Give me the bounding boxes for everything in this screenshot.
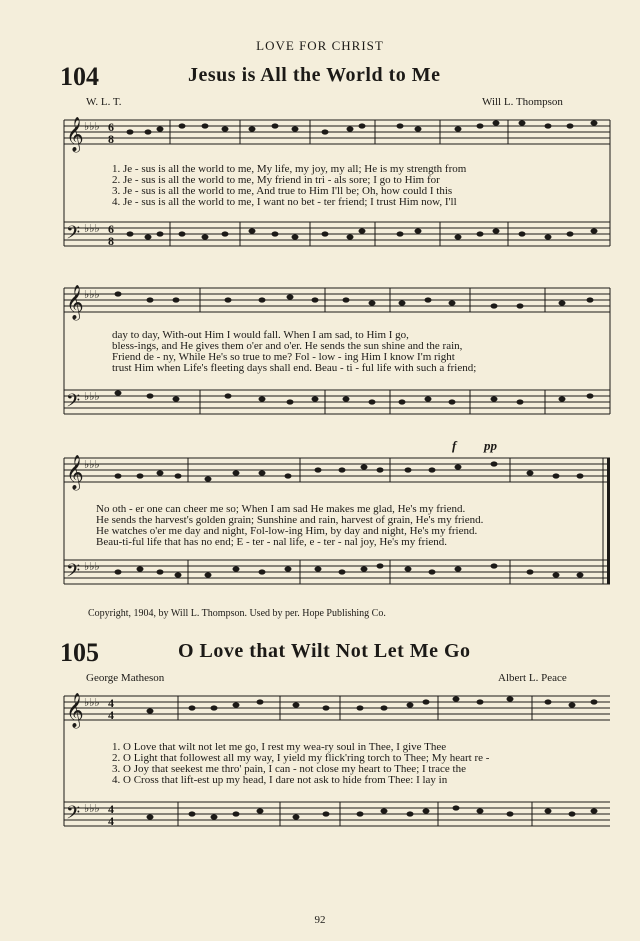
hymn-104-system-2-lyrics — [112, 330, 476, 374]
section-title: LOVE FOR CHRIST — [256, 38, 384, 53]
hymn-105-composer: Albert L. Peace — [498, 672, 567, 684]
hymn-105-title: O Love that Wilt Not Let Me Go — [178, 640, 471, 662]
svg-text:♭♭♭: ♭♭♭ — [84, 121, 100, 133]
svg-text:♭♭♭: ♭♭♭ — [84, 391, 100, 403]
hymn-104-system-1-lyrics — [112, 164, 466, 208]
lyric-line: 4. Je - sus is all the world to me, I want no bet - ter friend; I trust Him now, I'll — [112, 196, 457, 208]
dynamic-forte: f — [452, 438, 457, 453]
lyric-line: He watches o'er me day and night, Fol-low-ing Him, by day and night, He's my friend. — [96, 525, 478, 537]
svg-text:𝄞: 𝄞 — [66, 456, 84, 489]
lyric-line: Beau-ti-ful life that has no end; E - ter - nal life, e - ter - nal joy, He's my friend. — [96, 536, 448, 548]
svg-text:4: 4 — [108, 802, 114, 816]
svg-text:♭♭♭: ♭♭♭ — [84, 803, 100, 815]
svg-text:𝄞: 𝄞 — [66, 286, 84, 319]
svg-text:8: 8 — [108, 132, 114, 146]
hymn-104-number: 104 — [60, 62, 99, 91]
svg-text:♭♭♭: ♭♭♭ — [84, 289, 100, 301]
lyric-line: 1. O Love that wilt not let me go, I rest my wea-ry soul in Thee, I give Thee — [112, 741, 447, 753]
svg-text:6: 6 — [108, 222, 114, 236]
svg-text:♭♭♭: ♭♭♭ — [84, 223, 100, 235]
svg-text:𝄞: 𝄞 — [66, 694, 84, 727]
svg-text:𝄞: 𝄞 — [66, 118, 84, 151]
svg-text:𝄢: 𝄢 — [66, 390, 81, 415]
hymn-104-system-3-lyrics — [96, 504, 483, 548]
lyric-line: day to day, With-out Him I would fall. When I am sad, to Him I go, — [112, 329, 409, 341]
lyric-line: 1. Je - sus is all the world to me, My life, my joy, my all; He is my strength from — [112, 163, 467, 175]
lyric-line: 2. Je - sus is all the world to me, My friend in tri - als sore; I go to Him for — [112, 174, 440, 186]
lyric-line: bless-ings, and He gives them o'er and o'er. He sends the sun shine and the rain, — [112, 340, 463, 352]
lyric-line: 4. O Cross that lift-est up my head, I dare not ask to hide from Thee: I lay in — [112, 774, 448, 786]
hymn-104-author: W. L. T. — [86, 96, 122, 108]
hymn-104-title: Jesus is All the World to Me — [188, 64, 441, 86]
lyric-line: He sends the harvest's golden grain; Sunshine and rain, harvest of grain, He's my friend. — [96, 514, 484, 526]
svg-text:8: 8 — [108, 234, 114, 248]
svg-text:4: 4 — [108, 814, 114, 828]
svg-text:♭♭♭: ♭♭♭ — [84, 697, 100, 709]
hymn-105-number: 105 — [60, 638, 99, 667]
svg-text:♭♭♭: ♭♭♭ — [84, 561, 100, 573]
lyric-line: 3. O Joy that seekest me thro' pain, I can - not close my heart to Thee; I trace the — [112, 763, 466, 775]
lyric-line: No oth - er one can cheer me so; When I am sad He makes me glad, He's my friend. — [96, 503, 466, 515]
lyric-line: Friend de - ny, While He's so true to me? Fol - low - ing Him I know I'm right — [112, 351, 455, 363]
page-number: 92 — [314, 914, 326, 926]
hymn-104-composer: Will L. Thompson — [482, 96, 563, 108]
dynamic-pianissimo: pp — [484, 438, 497, 453]
svg-text:4: 4 — [108, 696, 114, 710]
svg-text:𝄢: 𝄢 — [66, 802, 81, 827]
svg-text:𝄢: 𝄢 — [66, 222, 81, 247]
hymn-105-author: George Matheson — [86, 672, 165, 684]
hymn-105-system-1-lyrics — [112, 742, 489, 786]
lyric-line: 3. Je - sus is all the world to me, And true to Him I'll be; Oh, how could I this — [112, 185, 453, 197]
lyric-line: trust Him when Life's fleeting days shall end. Beau - ti - ful life with such a friend; — [112, 362, 477, 374]
hymn-104-copyright: Copyright, 1904, by Will L. Thompson. Used by per. Hope Publishing Co. — [88, 608, 386, 619]
svg-text:♭♭♭: ♭♭♭ — [84, 459, 100, 471]
svg-text:4: 4 — [108, 708, 114, 722]
lyric-line: 2. O Light that followest all my way, I yield my flick'ring torch to Thee; My heart re - — [112, 752, 490, 764]
svg-text:6: 6 — [108, 120, 114, 134]
svg-text:𝄢: 𝄢 — [66, 560, 81, 585]
